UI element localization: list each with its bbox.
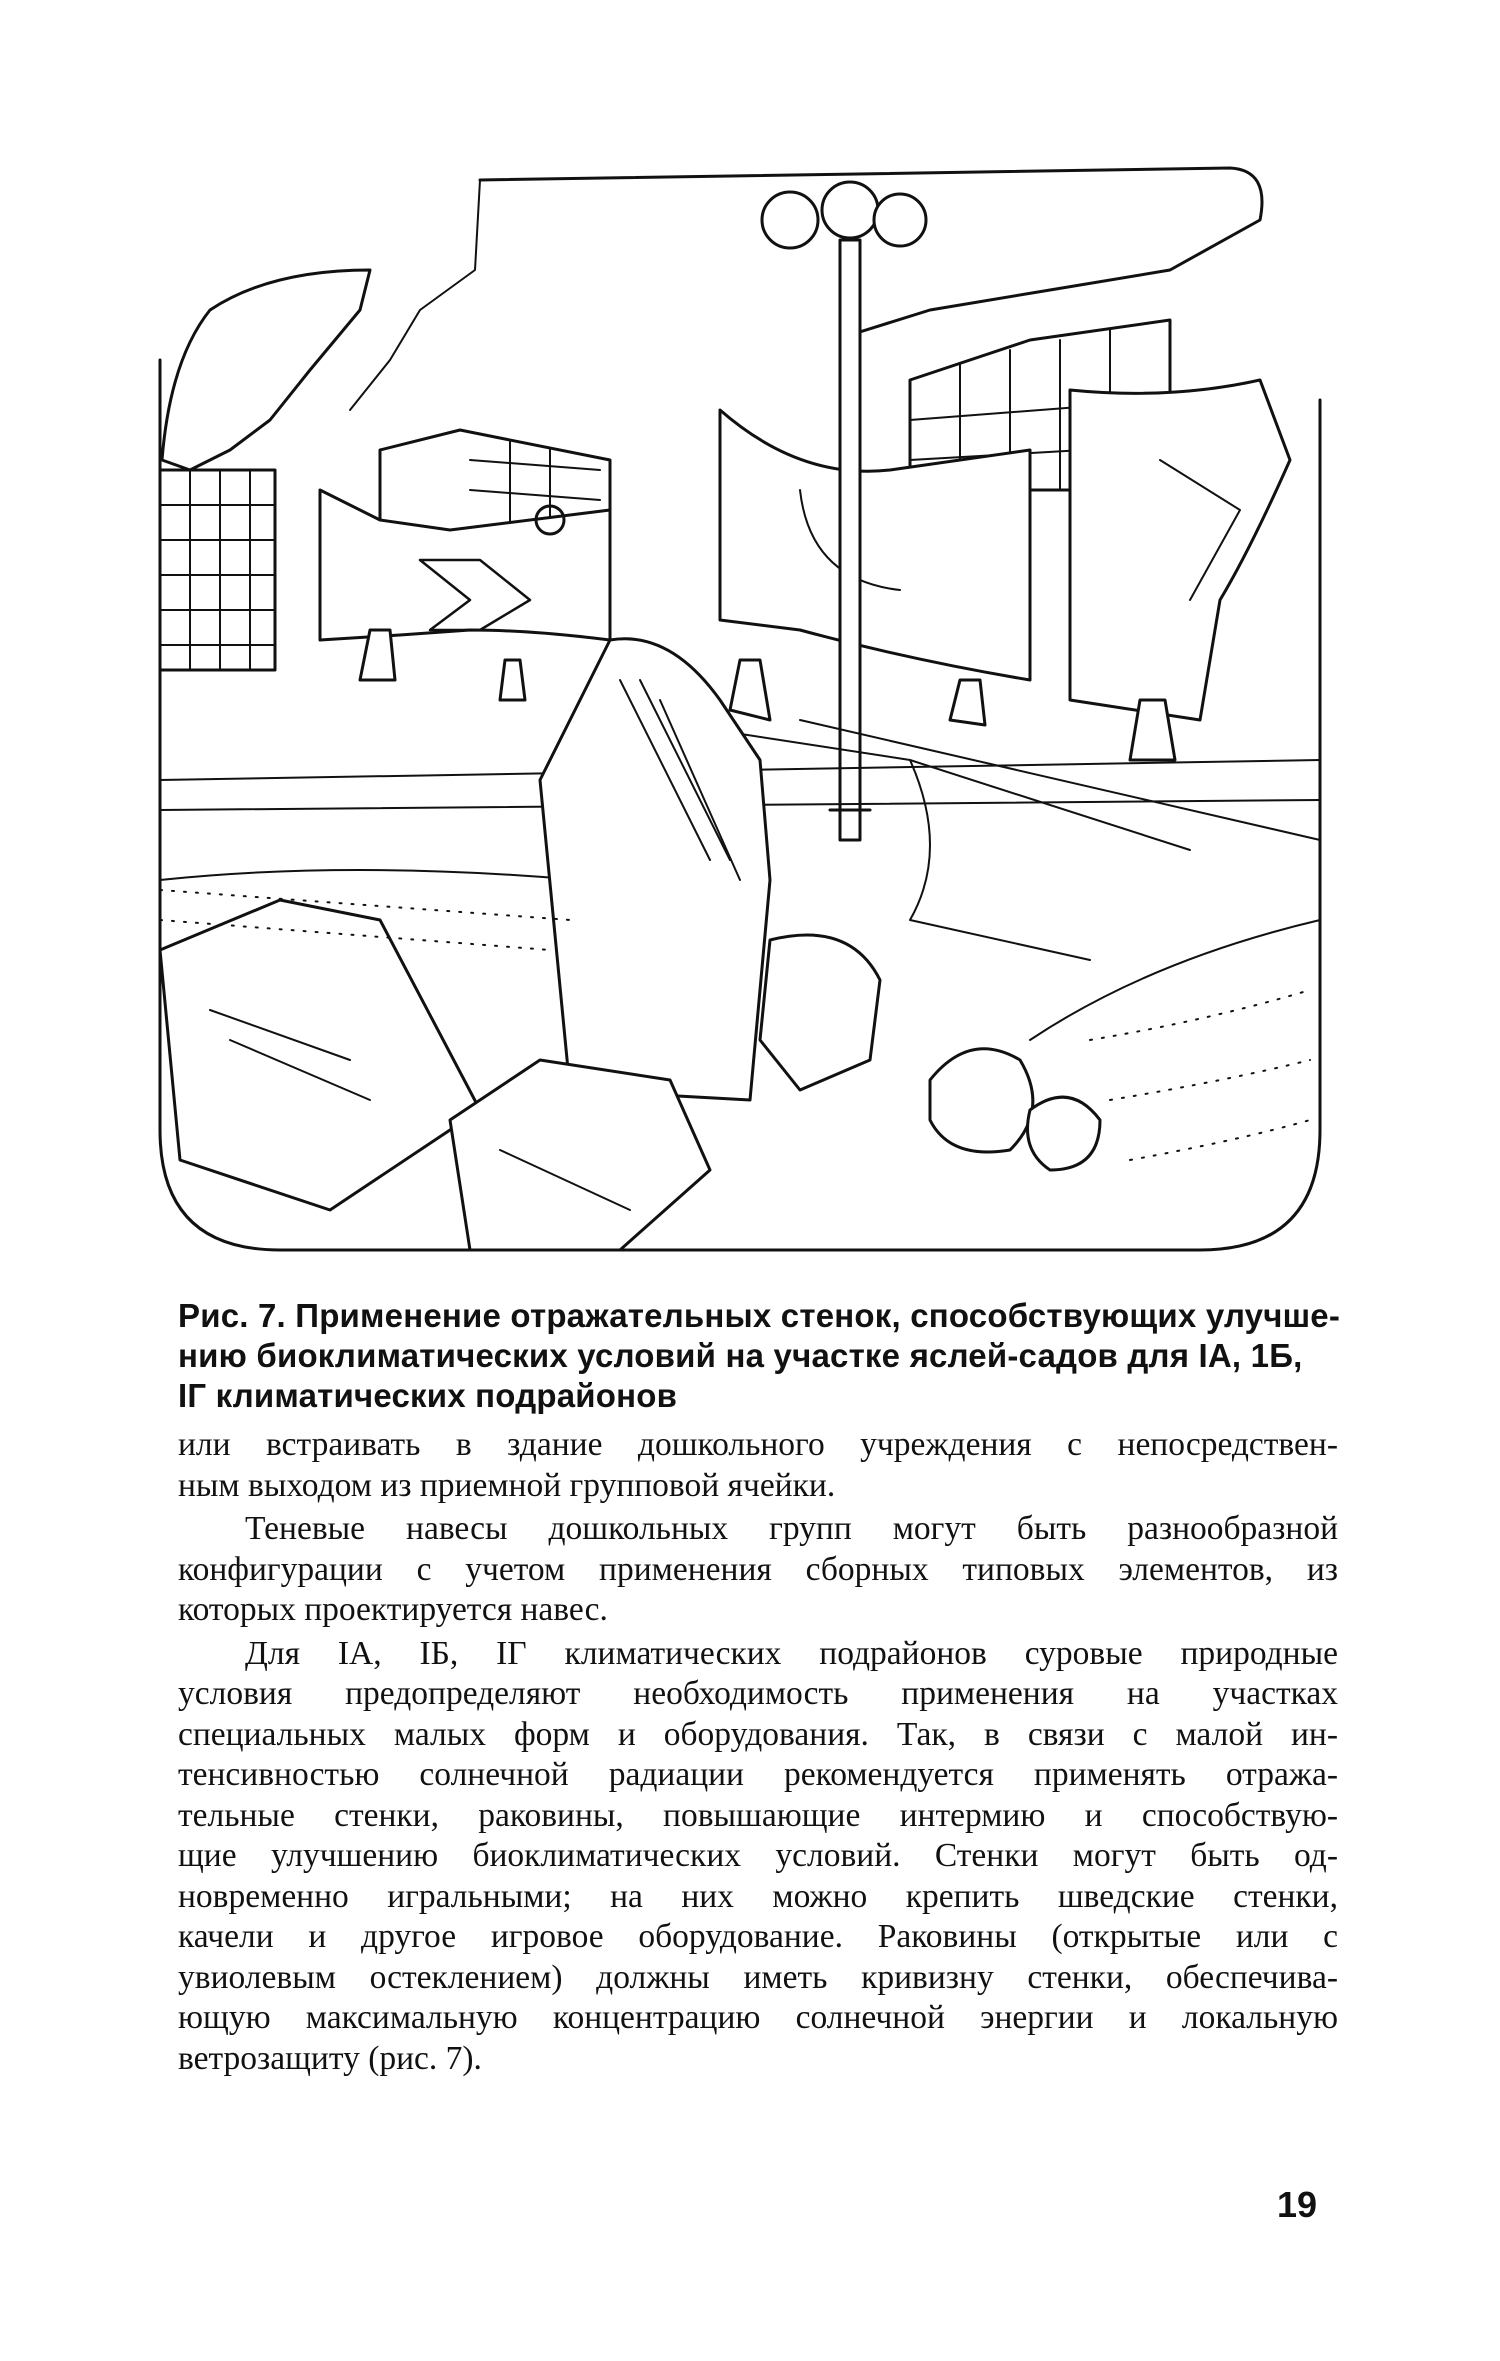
reflective-wall-left <box>320 490 610 640</box>
sky-fragment-left <box>162 270 370 470</box>
text-line: щие улучшению биоклиматических условий. Стенки могут быть од- <box>178 1837 1338 1874</box>
paragraph <box>178 1425 1338 1506</box>
text-line: специальных малых форм и оборудования. Так, в связи с малой ин- <box>178 1715 1338 1753</box>
paragraph <box>178 1634 1338 2080</box>
caption-line: Рис. 7. Применение отражательных стенок, способствующих улучше- <box>178 1297 1341 1334</box>
text-line: тенсивностью солнечной радиации рекомендуется применять отража- <box>178 1756 1338 1793</box>
text-line: ющую максимальную концентрацию солнечной энергии и локальную <box>178 1999 1338 2036</box>
text-line: Для IА, IБ, IГ климатических подрайонов суровые природные <box>245 1634 1338 1672</box>
foreground-rocks <box>160 639 1100 1250</box>
text-line: качели и другое игровое оборудование. Раковины (открытые или с <box>178 1918 1338 1955</box>
text-line: ветрозащиту (рис. 7). <box>178 2039 482 2077</box>
figure-caption <box>178 1296 1341 1416</box>
reflective-wall-center <box>720 410 1030 680</box>
stone-stakes <box>360 630 1175 760</box>
reflective-wall-right <box>1070 380 1290 720</box>
building-left <box>160 470 275 670</box>
page-number: 19 <box>1277 2184 1318 2225</box>
text-line: тельные стенки, раковины, повышающие интермию и способствую- <box>178 1796 1338 1834</box>
text-line: увиолевым остеклением) должны иметь кривизну стенки, обеспечива- <box>178 1958 1338 1996</box>
text-line: условия предопределяют необходимость применения на участках <box>178 1675 1338 1712</box>
text-line: которых проектируется навес. <box>178 1591 608 1628</box>
paragraph <box>178 1509 1338 1631</box>
figure-illustration <box>150 160 1330 1260</box>
reflective-walls-drawing <box>150 160 1330 1260</box>
text-line: или встраивать в здание дошкольного учреждения с непосредствен- <box>178 1426 1338 1463</box>
text-line: конфигурации с учетом применения сборных типовых элементов, из <box>178 1550 1338 1588</box>
text-line: новременно игральными; на них можно крепить шведские стенки, <box>178 1877 1338 1915</box>
body-text <box>178 1425 1338 2082</box>
text-line: Теневые навесы дошкольных групп могут быть разнообразной <box>245 1510 1338 1547</box>
caption-line: IГ климатических подрайонов <box>178 1377 678 1414</box>
text-line: ным выходом из приемной групповой ячейки. <box>178 1466 836 1504</box>
caption-line: нию биоклиматических условий на участке яслей-садов для IА, 1Б, <box>178 1337 1303 1374</box>
sky-crack <box>350 180 480 410</box>
